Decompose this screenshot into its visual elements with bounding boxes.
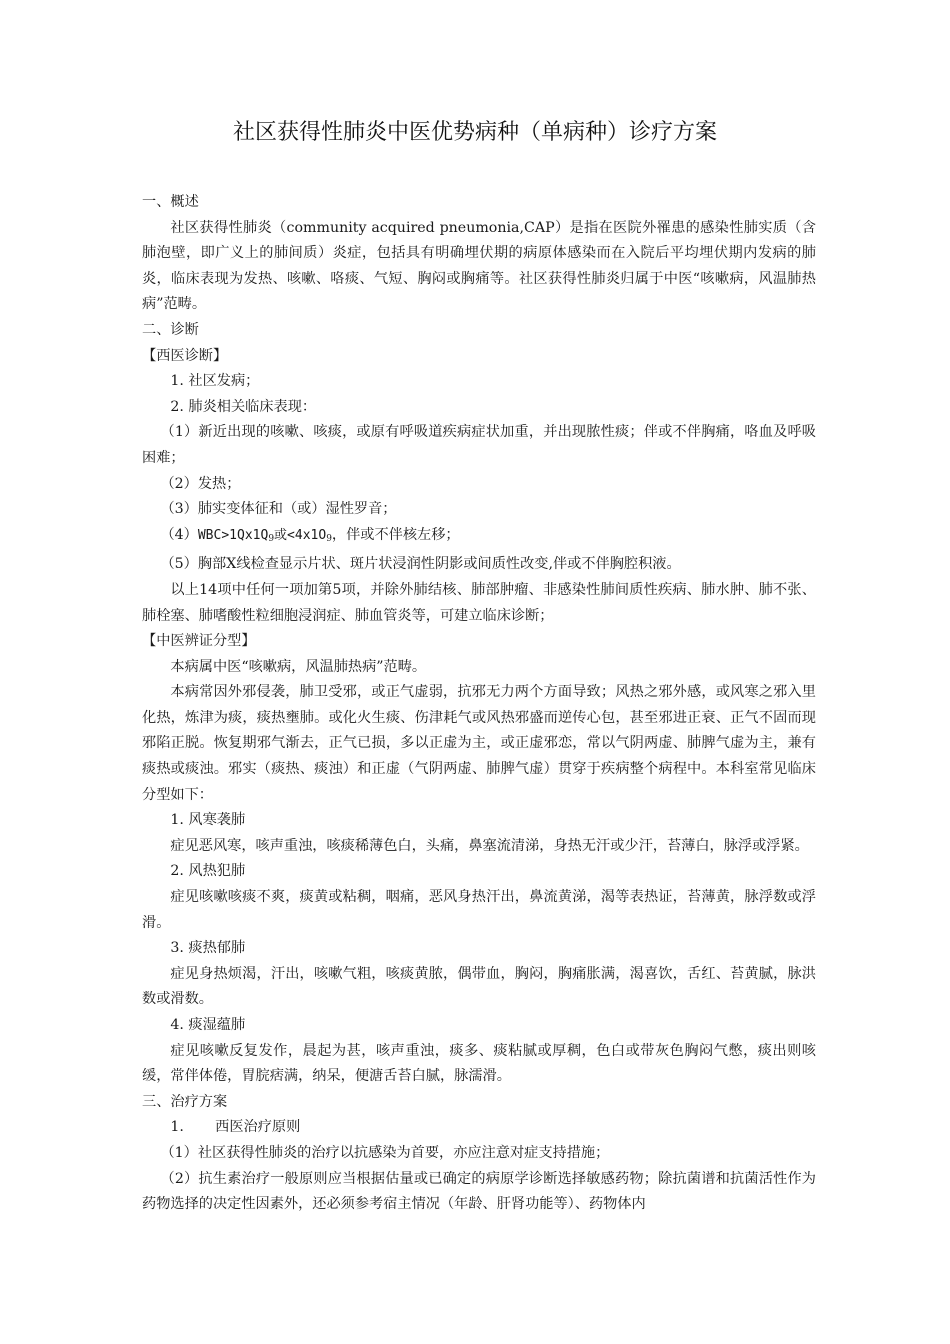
diagnosis-sub-3: （3）肺实变体征和（或）湿性罗音； <box>160 501 397 518</box>
diagnosis-criteria: 以上14项中任何一项加第5项，并除外肺结核、肺部肿瘤、非感染性肺间质性疾病、肺水肿、肺不张、肺栓塞、肺嗜酸性粒细胞浸润症、肺血管炎等，可建立临床诊断； <box>142 581 816 624</box>
page-title: 社区获得性肺炎中医优势病种（单病种）诊疗方案 <box>232 120 717 145</box>
document-body <box>142 190 816 1218</box>
diagnosis-sub-4-prefix: （4） <box>160 526 198 543</box>
wbc-exponent-1: 9 <box>268 533 275 544</box>
wbc-value-b: 或<4x1O <box>274 527 327 543</box>
tcm-heading: 【中医辨证分型】 <box>142 633 256 650</box>
overview-paragraph: 社区获得性肺炎（community acquired pneumonia,CAP）是指在医院外罹患的感染性肺实质（含肺泡壁，即广义上的肺间质）炎症，包括具有明确埋伏期的病原体感染而在入院后平均埋伏期内发病的肺炎，临床表现为发热、咳嗽、咯痰、气短、胸闷或胸痛等。社区获得性肺炎归属于中医“咳嗽病，风温肺热病”范畴。 <box>142 219 816 313</box>
section-heading-diagnosis: 二、诊断 <box>142 321 199 338</box>
wbc-value-c: ，伴或不伴核左移； <box>331 526 460 543</box>
diagnosis-sub-4 <box>142 523 816 553</box>
diagnosis-item-1: 1. 社区发病； <box>170 373 260 390</box>
diagnosis-sub-2: （2）发热； <box>160 475 241 492</box>
treatment-item-1-text: 西医治疗原则 <box>215 1119 301 1136</box>
tcm-type-3-name: 3. 痰热郁肺 <box>170 940 246 957</box>
treatment-sub-1: （1）社区获得性肺炎的治疗以抗感染为首要，亦应注意对症支持措施； <box>160 1144 610 1161</box>
tcm-type-4-desc: 症见咳嗽反复发作，晨起为甚，咳声重浊，痰多、痰粘腻或厚稠，色白或带灰色胸闷气憋，痰出则咳缓，常伴体倦，胃脘痞满，纳呆，便溏舌苔白腻，脉濡滑。 <box>142 1042 816 1085</box>
tcm-type-3-desc: 症见身热烦渴，汗出，咳嗽气粗，咳痰黄脓，偶带血，胸闷，胸痛胀满，渴喜饮，舌红、苔黄腻，脉洪数或滑数。 <box>142 965 816 1008</box>
wbc-value-a: WBC>1Qx1Q <box>197 527 269 543</box>
tcm-paragraph-1: 本病属中医“咳嗽病，风温肺热病”范畴。 <box>170 658 427 675</box>
diagnosis-sub-5: （5）胸部X线检查显示片状、斑片状浸润性阴影或间质性改变,伴或不伴胸腔积液。 <box>160 556 681 573</box>
section-heading-treatment: 三、治疗方案 <box>142 1093 228 1110</box>
tcm-type-4-name: 4. 痰湿蕴肺 <box>170 1017 246 1033</box>
tcm-type-2-name: 2. 风热犯肺 <box>170 863 246 880</box>
diagnosis-item-2: 2. 肺炎相关临床表现： <box>170 398 317 415</box>
treatment-sub-2: （2）抗生素治疗一般原则应当根据估量或已确定的病原学诊断选择敏感药物；除抗菌谱和抗菌活性作为药物选择的决定性因素外，还必须参考宿主情况（年龄、肝肾功能等）、药物体内 <box>142 1170 816 1213</box>
diagnosis-sub-1: （1）新近出现的咳嗽、咳痰，或原有呼吸道疾病症状加重，并出现脓性痰；伴或不伴胸痛，咯血及呼吸困难； <box>142 424 816 466</box>
tcm-type-2-desc: 症见咳嗽咳痰不爽，痰黄或粘稠，咽痛，恶风身热汗出，鼻流黄涕，渴等表热证，苔薄黄，脉浮数或浮滑。 <box>142 889 816 931</box>
wbc-exponent-2: 9 <box>326 533 332 544</box>
treatment-item-1 <box>142 1115 816 1141</box>
section-heading-overview: 一、概述 <box>142 194 199 210</box>
tcm-paragraph-2: 本病常因外邪侵袭，肺卫受邪，或正气虚弱，抗邪无力两个方面导致；风热之邪外感，或风寒之邪入里化热，炼津为痰，痰热壅肺。或化火生痰、伤津耗气或风热邪盛而逆传心包，甚至邪进正衰、正气不固而现邪陷正脱。恢复期邪气渐去，正气已损，多以正虚为主，或正虚邪恋，常以气阴两虚、肺脾气虚为主，兼有痰热或痰浊。邪实（痰热、痰浊）和正虚（气阴两虚、肺脾气虚）贯穿于疾病整个病程中。本科室常见临床分型如下： <box>142 684 816 803</box>
tcm-type-1-desc: 症见恶风寒，咳声重浊，咳痰稀薄色白，头痛，鼻塞流清涕，身热无汗或少汗，苔薄白，脉浮或浮紧。 <box>170 837 809 854</box>
treatment-item-1-number: 1. <box>170 1119 184 1136</box>
west-diagnosis-heading: 【西医诊断】 <box>142 347 228 364</box>
tcm-type-1-name: 1. 风寒袭肺 <box>170 812 246 829</box>
